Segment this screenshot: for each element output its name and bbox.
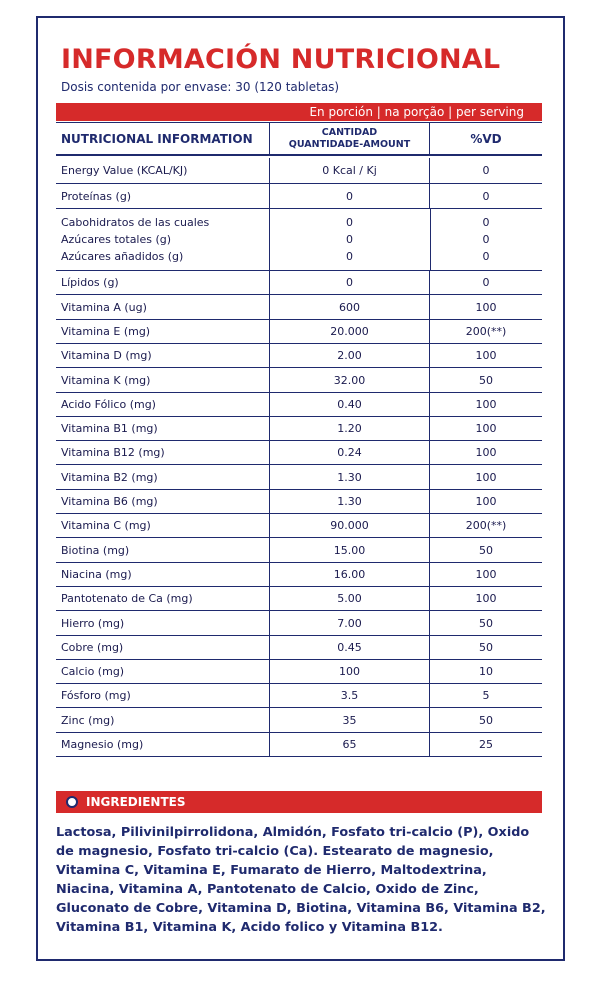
nutrient-vd-text: 100 [475, 495, 497, 508]
header-amount-line1: CANTIDAD [321, 126, 378, 138]
nutrient-vd-text: 100 [475, 470, 497, 484]
nutrient-vd-text: 100 [475, 300, 497, 314]
header-nutrient-label: NUTRICIONAL INFORMATION [61, 131, 253, 146]
table-row [56, 184, 542, 209]
nutrient-name [56, 684, 269, 707]
nutrient-name-text: Cabohidratos de las cuales [61, 216, 210, 229]
nutrient-amount-text: 0 [346, 250, 353, 263]
table-row [56, 231, 542, 248]
nutrient-amount-text: 0 Kcal / Kj [322, 164, 377, 177]
nutrient-name-text: Pantotenato de Ca (mg) [61, 592, 193, 605]
nutrient-amount [269, 611, 430, 635]
nutrient-name-text: Niacina (mg) [61, 568, 132, 581]
nutrient-name [56, 417, 269, 440]
table-row [56, 344, 542, 368]
table-row [56, 158, 542, 184]
nutrient-vd [430, 271, 542, 294]
nutrient-name [56, 271, 269, 294]
nutrient-amount [269, 417, 430, 440]
nutrient-vd [430, 514, 542, 537]
nutrient-vd [430, 563, 542, 586]
nutrient-vd-text: 100 [475, 422, 497, 435]
nutrient-vd [430, 184, 542, 208]
nutrient-vd-text: 10 [479, 665, 493, 678]
nutrient-vd [430, 733, 542, 756]
table-row [56, 684, 542, 708]
nutrient-amount-text: 32.00 [333, 373, 366, 387]
nutrient-amount [269, 295, 430, 319]
nutrient-amount [269, 660, 430, 683]
nutrient-amount-text: 0 [346, 233, 353, 246]
table-row [56, 611, 542, 636]
nutrient-vd [430, 441, 542, 464]
nutrient-amount-text: 100 [339, 665, 360, 678]
nutrient-amount-text: 20.000 [330, 325, 369, 338]
table-row [56, 708, 542, 733]
table-row [56, 248, 542, 265]
nutrient-vd [430, 490, 542, 513]
nutrient-amount-text: 600 [339, 300, 360, 314]
table-row [56, 563, 542, 587]
header-amount-label [289, 127, 410, 151]
nutrient-amount-text: 0 [346, 276, 353, 289]
nutrient-name [56, 368, 269, 392]
nutrient-amount [269, 465, 430, 489]
nutrient-amount-text: 1.30 [337, 495, 362, 508]
header-amount [269, 123, 430, 154]
page-title: INFORMACIÓN NUTRICIONAL [61, 44, 501, 75]
nutrient-vd [430, 538, 542, 562]
nutrient-vd [430, 611, 542, 635]
nutrient-name [56, 214, 269, 231]
nutrient-name-text: Vitamina B1 (mg) [61, 422, 158, 435]
nutrient-name [56, 538, 269, 562]
nutrient-vd-text: 200(**) [465, 325, 507, 338]
nutrient-amount [269, 231, 430, 248]
nutrient-amount [269, 684, 430, 707]
nutrient-amount [269, 158, 430, 183]
nutrient-vd-text: 50 [479, 543, 493, 557]
header-vd-label: %VD [470, 131, 502, 146]
nutrient-amount [269, 393, 430, 416]
table-row [56, 660, 542, 684]
nutrient-amount-text: 16.00 [333, 568, 366, 581]
nutrient-vd [430, 417, 542, 440]
nutrient-vd [430, 708, 542, 732]
nutrient-amount [269, 344, 430, 367]
nutrient-amount-text: 7.00 [337, 616, 362, 630]
nutrient-name [56, 514, 269, 537]
carbohydrates-group [56, 209, 542, 271]
nutrient-name-text: Calcio (mg) [61, 665, 125, 678]
nutrient-amount-text: 1.20 [337, 422, 362, 435]
nutrient-amount [269, 490, 430, 513]
nutrient-name [56, 393, 269, 416]
nutrient-vd-text: 100 [475, 398, 497, 411]
nutrient-amount [269, 636, 430, 659]
nutrient-amount [269, 368, 430, 392]
bullet-icon [66, 796, 78, 808]
table-row [56, 490, 542, 514]
nutrient-amount-text: 65 [342, 738, 357, 751]
table-row [56, 538, 542, 563]
nutrient-vd-text: 200(**) [465, 519, 507, 532]
servings-per-container: Dosis contenida por envase: 30 (120 tabletas) [61, 80, 340, 94]
nutrient-vd-text: 50 [479, 713, 493, 727]
table-row [56, 733, 542, 757]
nutrient-vd-text: 0 [482, 233, 490, 246]
nutrient-vd-text: 50 [479, 373, 493, 387]
nutrient-vd-text: 50 [479, 641, 493, 654]
ingredients-title: INGREDIENTES [86, 795, 186, 809]
serving-bar: En porción | na porção | per serving [56, 103, 542, 121]
nutrient-name-text: Hierro (mg) [61, 616, 125, 630]
nutrient-name-text: Zinc (mg) [61, 713, 115, 727]
nutrient-name [56, 465, 269, 489]
nutrient-name-text: Biotina (mg) [61, 543, 130, 557]
nutrient-vd [430, 660, 542, 683]
nutrient-name [56, 611, 269, 635]
nutrient-amount-text: 0.40 [337, 398, 362, 411]
nutrient-vd-text: 100 [475, 568, 497, 581]
nutrient-amount-text: 0.24 [337, 446, 362, 459]
nutrient-name-text: Magnesio (mg) [61, 738, 144, 751]
nutrient-amount [269, 733, 430, 756]
nutrient-name [56, 660, 269, 683]
nutrient-amount-text: 3.5 [340, 689, 359, 702]
nutrient-name-text: Vitamina B6 (mg) [61, 495, 158, 508]
nutrient-amount [269, 320, 430, 343]
nutrient-amount-text: 90.000 [330, 519, 369, 532]
nutrient-name-text: Energy Value (KCAL/KJ) [61, 164, 188, 177]
nutrient-amount-text: 2.00 [337, 349, 362, 362]
nutrient-amount [269, 248, 430, 265]
nutrient-name-text: Vitamina K (mg) [61, 373, 151, 387]
header-vd [430, 123, 542, 154]
nutrient-vd [430, 214, 542, 231]
nutrient-name [56, 248, 269, 265]
nutrient-vd [430, 344, 542, 367]
nutrient-vd-text: 0 [482, 276, 490, 289]
nutrient-vd-text: 100 [475, 592, 497, 605]
nutrient-name [56, 441, 269, 464]
nutrient-vd [430, 393, 542, 416]
nutrient-name-text: Azúcares totales (g) [61, 233, 172, 246]
table-row [56, 271, 542, 295]
nutrient-name-text: Acido Fólico (mg) [61, 398, 156, 411]
table-row [56, 214, 542, 231]
nutrient-name [56, 295, 269, 319]
nutrient-amount [269, 563, 430, 586]
nutrient-amount-text: 1.30 [337, 470, 362, 484]
nutrient-vd [430, 248, 542, 265]
header-nutrient [56, 123, 269, 154]
nutrient-name [56, 733, 269, 756]
nutrient-vd-text: 25 [479, 738, 493, 751]
nutrient-amount [269, 441, 430, 464]
nutrient-amount [269, 271, 430, 294]
nutrient-name-text: Azúcares añadidos (g) [61, 250, 184, 263]
nutrient-name-text: Vitamina B2 (mg) [61, 470, 158, 484]
nutrient-amount-text: 0 [346, 189, 353, 203]
nutrient-name [56, 344, 269, 367]
nutrient-amount [269, 538, 430, 562]
table-row [56, 514, 542, 538]
nutrient-vd [430, 320, 542, 343]
ingredients-text: Lactosa, Pilivinilpirrolidona, Almidón, Fosfato tri-calcio (P), Oxido de magnesio, Fosfato tri-calcio (Ca). Estearato de magnesio, Vitamina C, Vitamina E, Fumarato de Hierro, Maltodextrina, Niacina, Vitamina A, Pantotenato de Calcio, Oxido de Zinc, Gluconato de Cobre, Vitamina D, Biotina, Vitamina B6, Vitamina B2, Vitamina B1, Vitamina K, Acido folico y Vitamina B12. [56, 825, 546, 935]
nutrient-name-text: Lípidos (g) [61, 276, 119, 289]
table-row [56, 465, 542, 490]
nutrient-name [56, 231, 269, 248]
nutrient-name [56, 636, 269, 659]
nutrient-amount [269, 708, 430, 732]
nutrient-vd [430, 368, 542, 392]
nutrient-name [56, 708, 269, 732]
nutrient-name-text: Fósforo (mg) [61, 689, 131, 702]
table-row [56, 368, 542, 393]
nutrient-amount-text: 0.45 [337, 641, 362, 654]
nutrient-name-text: Vitamina C (mg) [61, 519, 151, 532]
nutrient-vd [430, 587, 542, 610]
nutrient-name-text: Cobre (mg) [61, 641, 124, 654]
nutrient-name-text: Vitamina A (ug) [61, 300, 147, 314]
nutrient-amount [269, 214, 430, 231]
table-row [56, 393, 542, 417]
nutrient-name-text: Proteínas (g) [61, 189, 132, 203]
nutrient-vd-text: 5 [482, 689, 490, 702]
nutrient-vd-text: 0 [482, 250, 490, 263]
nutrient-amount [269, 184, 430, 208]
nutrient-vd-text: 50 [479, 616, 493, 630]
nutrient-name-text: Vitamina E (mg) [61, 325, 151, 338]
nutrient-name [56, 587, 269, 610]
table-row [56, 295, 542, 320]
nutrient-name [56, 320, 269, 343]
nutrient-name-text: Vitamina B12 (mg) [61, 446, 165, 459]
nutrient-amount-text: 0 [346, 216, 353, 229]
nutrient-amount-text: 15.00 [333, 543, 366, 557]
nutrient-name [56, 563, 269, 586]
nutrient-vd-text: 0 [482, 164, 490, 177]
table-row [56, 441, 542, 465]
nutrient-vd [430, 684, 542, 707]
table-row [56, 320, 542, 344]
ingredients-bar [56, 791, 542, 813]
nutrient-name-text: Vitamina D (mg) [61, 349, 152, 362]
nutrient-amount-text: 35 [342, 713, 357, 727]
table-row [56, 417, 542, 441]
nutrient-vd [430, 636, 542, 659]
nutrient-vd [430, 295, 542, 319]
nutrient-amount [269, 587, 430, 610]
table-row [56, 587, 542, 611]
nutrient-name [56, 490, 269, 513]
nutrient-amount-text: 5.00 [337, 592, 362, 605]
nutrient-name [56, 184, 269, 208]
nutrient-vd-text: 100 [475, 349, 497, 362]
nutrient-vd [430, 158, 542, 183]
nutrient-name [56, 158, 269, 183]
header-amount-line2: QUANTIDADE-AMOUNT [288, 138, 411, 150]
nutrient-vd [430, 231, 542, 248]
nutrient-vd [430, 465, 542, 489]
nutrient-vd-text: 0 [482, 189, 490, 203]
table-row [56, 636, 542, 660]
table-header [56, 122, 542, 156]
nutrient-amount [269, 514, 430, 537]
nutrient-vd-text: 0 [482, 216, 490, 229]
nutrient-vd-text: 100 [475, 446, 497, 459]
